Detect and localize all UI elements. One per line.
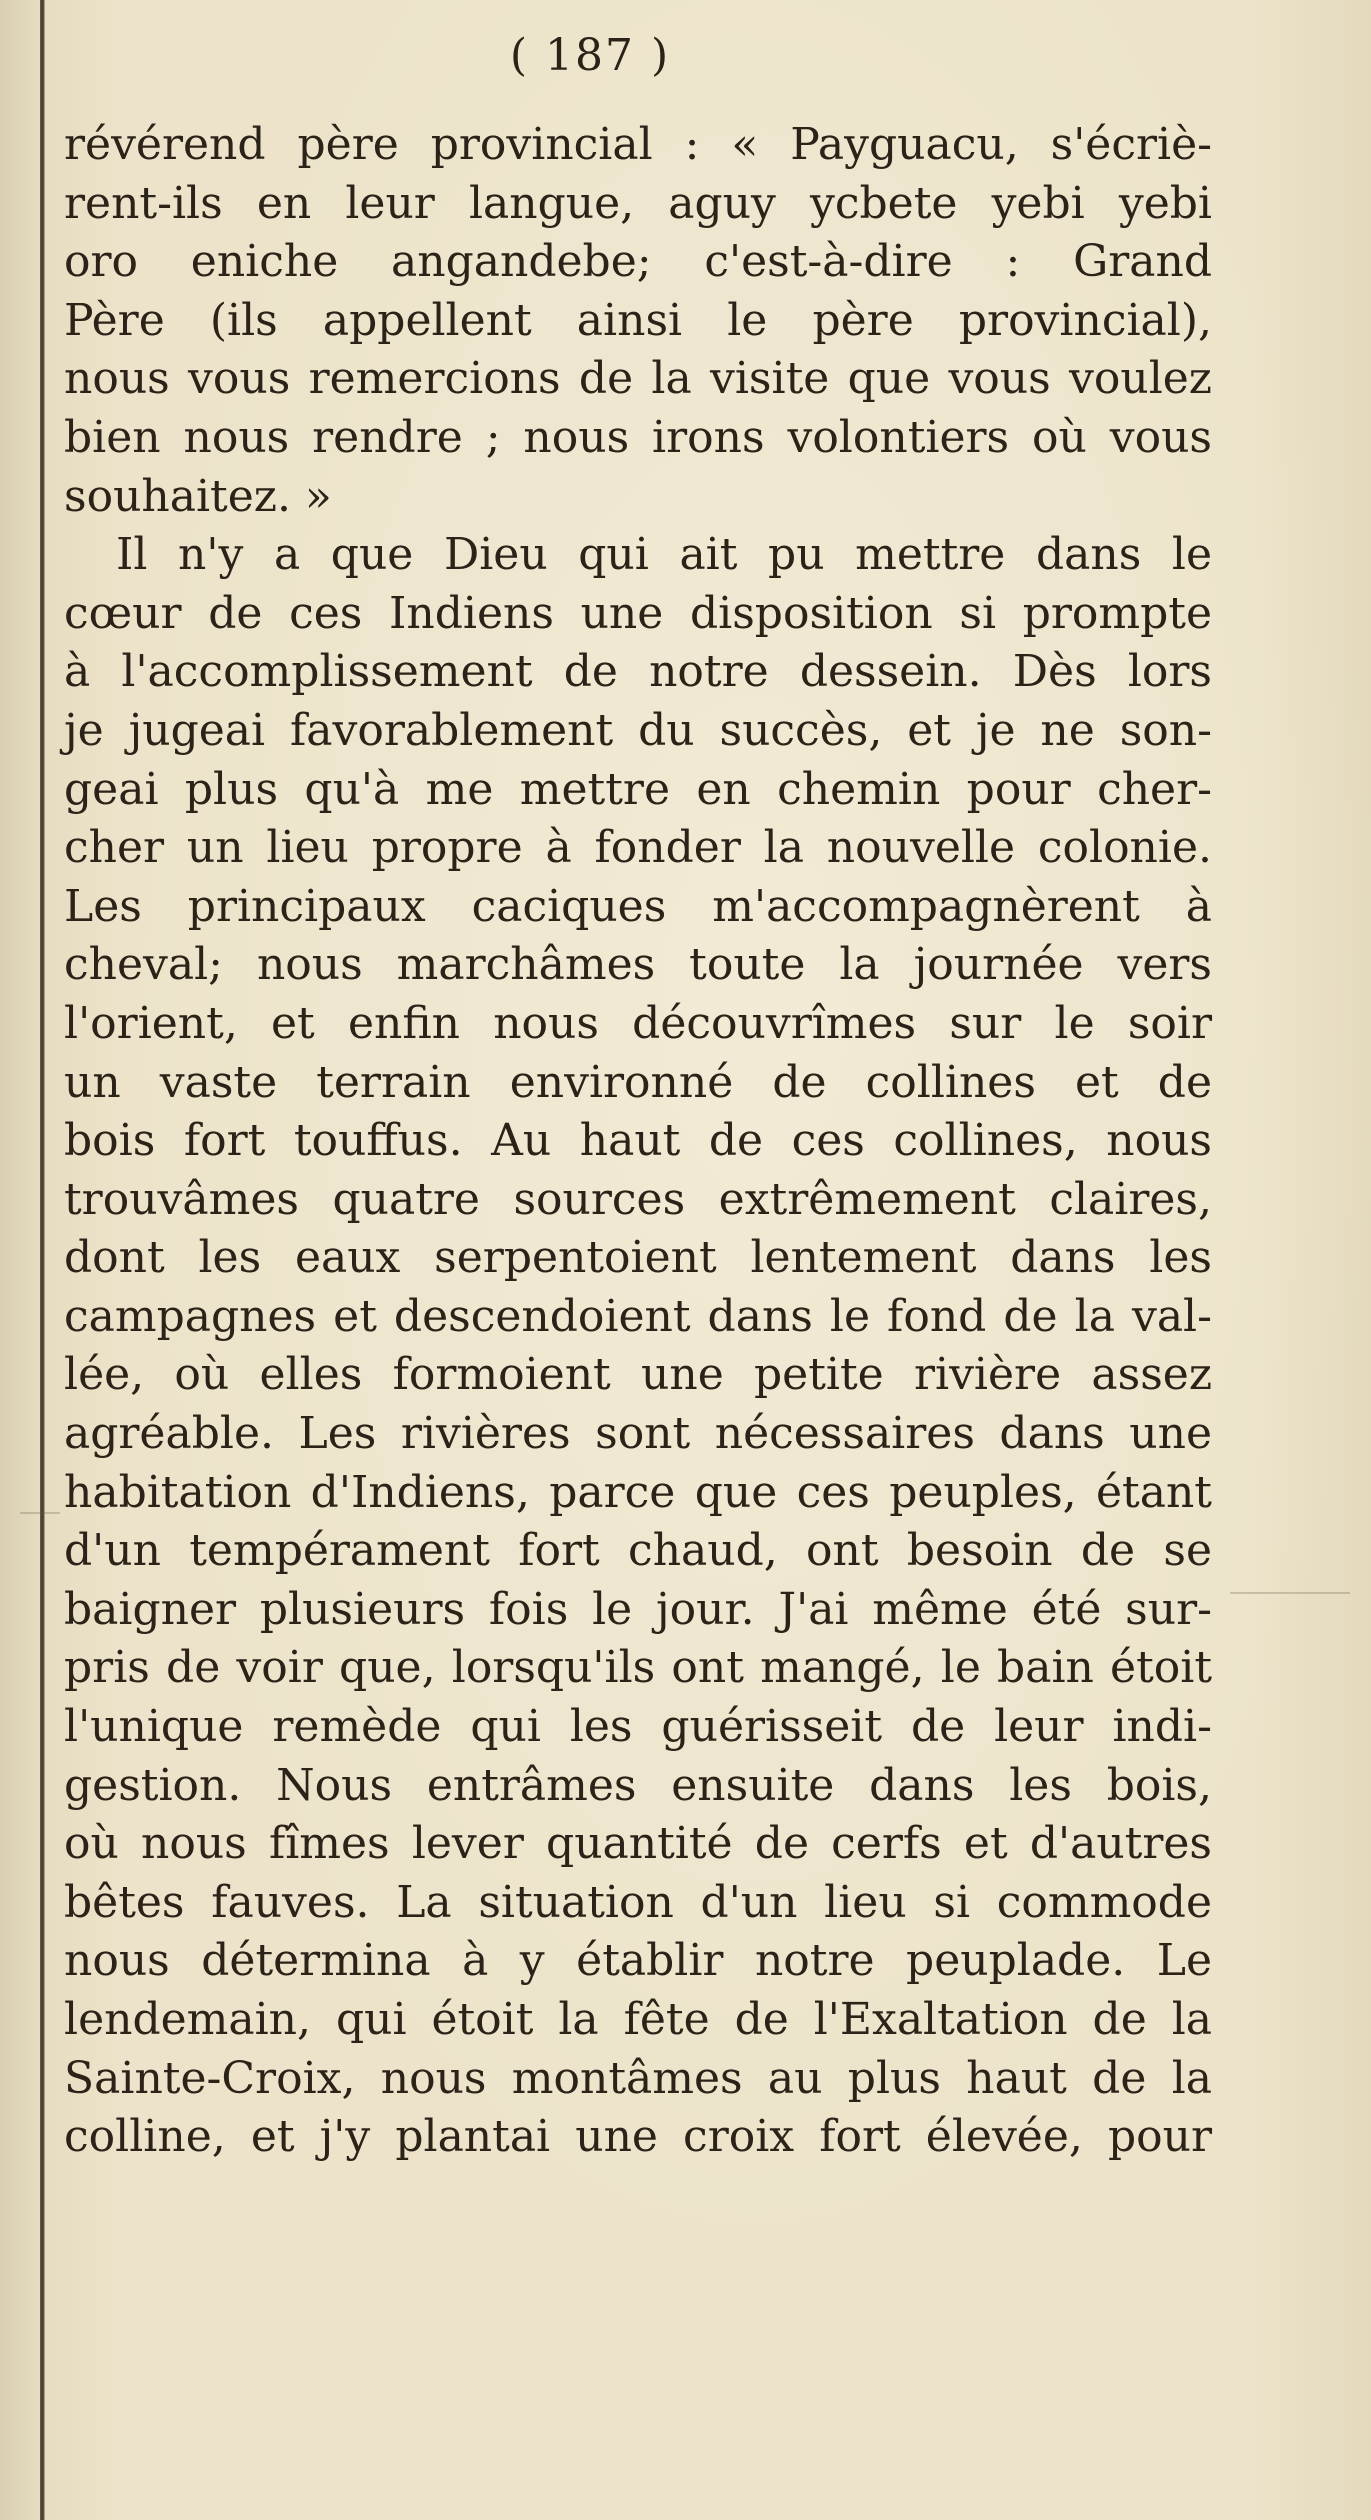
text-line-content: baigner plusieurs fois le jour. J'ai même été sur- xyxy=(64,1583,1212,1635)
text-line-content: nous détermina à y établir notre peuplade. Le xyxy=(64,1935,1212,1987)
text-line xyxy=(64,233,1212,292)
text-line-content: l'orient, et enfin nous découvrîmes sur le soir xyxy=(64,997,1212,1049)
text-line-content: dont les eaux serpentoient lentement dans les xyxy=(64,1232,1212,1284)
text-line-content: d'un tempérament fort chaud, ont besoin de se xyxy=(64,1525,1212,1577)
page-number: ( 187 ) xyxy=(509,30,671,81)
text-line-content: Père (ils appellent ainsi le père provincial), xyxy=(64,294,1212,346)
text-line xyxy=(64,1522,1212,1581)
text-line xyxy=(64,1874,1212,1933)
text-line-content: trouvâmes quatre sources extrêmement claires, xyxy=(64,1173,1212,1225)
text-line-content: révérend père provincial : « Payguacu, s'écriè- xyxy=(64,119,1212,170)
binding-gutter xyxy=(40,0,45,2520)
text-line-content: campagnes et descendoient dans le fond de la val- xyxy=(64,1290,1212,1342)
text-line xyxy=(64,350,1212,409)
text-line xyxy=(64,1991,1212,2050)
text-line xyxy=(64,761,1212,820)
text-line-content: cheval; nous marchâmes toute la journée vers xyxy=(64,939,1212,991)
text-line-content: geai plus qu'à me mettre en chemin pour cher- xyxy=(64,763,1212,815)
text-line xyxy=(64,1932,1212,1991)
text-line-content: où nous fîmes lever quantité de cerfs et d'autres xyxy=(64,1818,1212,1870)
text-line xyxy=(64,1698,1212,1757)
text-line xyxy=(64,1464,1212,1523)
paper-blemish xyxy=(1230,1592,1350,1594)
text-line-content: un vaste terrain environné de collines et de xyxy=(64,1056,1212,1108)
text-line-content: gestion. Nous entrâmes ensuite dans les bois, xyxy=(64,1759,1212,1811)
text-line xyxy=(64,1405,1212,1464)
text-line xyxy=(64,1346,1212,1405)
text-line xyxy=(64,292,1212,351)
text-line-content: bien nous rendre ; nous irons volontiers où vous xyxy=(64,411,1212,463)
text-line-content: l'unique remède qui les guérisseit de leur indi- xyxy=(64,1701,1212,1753)
text-line xyxy=(64,995,1212,1054)
text-line xyxy=(64,1171,1212,1230)
text-line-content: pris de voir que, lorsqu'ils ont mangé, le bain étoit xyxy=(64,1642,1212,1694)
text-line-content: agréable. Les rivières sont nécessaires dans une xyxy=(64,1408,1212,1460)
text-line xyxy=(64,409,1212,468)
text-line-content: oro eniche angandebe; c'est-à-dire : Grand xyxy=(64,236,1212,288)
text-line-content: bois fort touffus. Au haut de ces collines, nous xyxy=(64,1115,1212,1167)
text-line xyxy=(64,116,1212,175)
text-line-content: Sainte-Croix, nous montâmes au plus haut de la xyxy=(64,2052,1212,2104)
text-line xyxy=(64,1815,1212,1874)
text-line xyxy=(64,819,1212,878)
text-line xyxy=(64,1054,1212,1113)
text-line xyxy=(64,526,1212,585)
text-line xyxy=(64,936,1212,995)
text-line xyxy=(64,1112,1212,1171)
text-line xyxy=(64,1229,1212,1288)
text-line-content: lendemain, qui étoit la fête de l'Exaltation de la xyxy=(64,1994,1212,2045)
text-line-content: nous vous remercions de la visite que vous voulez xyxy=(64,353,1212,405)
text-line-content: lée, où elles formoient une petite rivière assez xyxy=(64,1349,1212,1401)
text-line-content: cœur de ces Indiens une disposition si prompte xyxy=(64,587,1212,639)
text-line xyxy=(64,1639,1212,1698)
text-line-content: rent-ils en leur langue, aguy ycbete yebi yebi xyxy=(64,177,1212,229)
text-line xyxy=(64,1288,1212,1347)
text-line xyxy=(64,643,1212,702)
text-line-content: à l'accomplissement de notre dessein. Dès lors xyxy=(64,646,1212,698)
text-line xyxy=(64,468,1212,527)
text-line-content: cher un lieu propre à fonder la nouvelle colonie. xyxy=(64,822,1212,874)
text-line xyxy=(64,702,1212,761)
paper-blemish xyxy=(20,1512,60,1514)
text-line-content: souhaitez. » xyxy=(64,470,332,522)
text-line xyxy=(64,2050,1212,2109)
text-line-content: colline, et j'y plantai une croix fort élevée, pour xyxy=(64,2111,1212,2163)
text-line xyxy=(64,878,1212,937)
text-line xyxy=(64,2108,1212,2167)
text-line-content: bêtes fauves. La situation d'un lieu si commode xyxy=(64,1876,1212,1928)
text-line xyxy=(64,1757,1212,1816)
text-line-content: Les principaux caciques m'accompagnèrent à xyxy=(64,880,1212,932)
text-line-content: habitation d'Indiens, parce que ces peuples, étant xyxy=(64,1466,1212,1518)
text-body xyxy=(64,116,1212,2167)
text-line xyxy=(64,1581,1212,1640)
text-line-content: je jugeai favorablement du succès, et je ne son- xyxy=(64,704,1212,756)
text-line xyxy=(64,175,1212,234)
text-line xyxy=(64,585,1212,644)
text-line-content: Il n'y a que Dieu qui ait pu mettre dans le xyxy=(116,529,1212,581)
